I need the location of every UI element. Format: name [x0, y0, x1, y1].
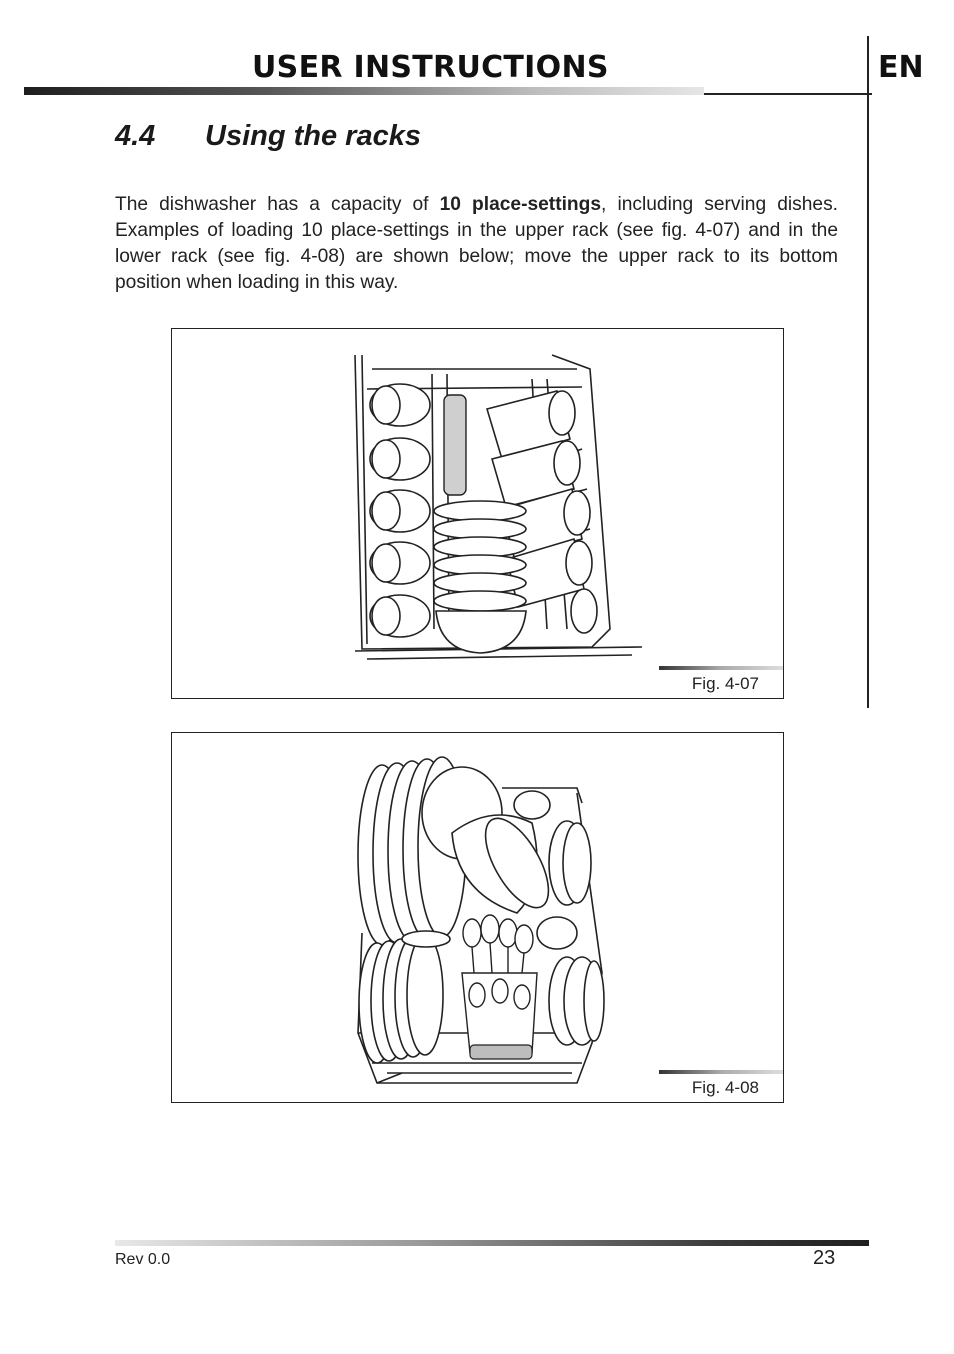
language-code: EN	[878, 50, 924, 85]
intro-text-end: , including serving dishes. Examples of loading 10 place-settings in the upper rack (see fig. 4-07) and in the lower rack (see fig. 4-08) are shown below; move the upper rack to its bottom position when loading in this way.	[115, 194, 838, 293]
page-vertical-rule	[867, 36, 869, 708]
capacity-emphasis: 10 place-settings	[439, 194, 602, 215]
figure-caption-rule	[659, 1070, 783, 1074]
section-heading	[115, 120, 421, 153]
figure-lower-rack	[171, 732, 784, 1103]
section-title: Using the racks	[205, 120, 421, 152]
upper-rack-illustration	[172, 329, 783, 698]
section-number: 4.4	[115, 120, 156, 152]
page-number: 23	[813, 1247, 836, 1269]
figure-caption: Fig. 4-07	[691, 674, 759, 693]
figure-caption: Fig. 4-08	[691, 1078, 759, 1097]
intro-paragraph	[115, 192, 838, 296]
lower-rack-illustration	[172, 733, 783, 1102]
header-rule-thin	[704, 93, 872, 95]
header-rule	[24, 87, 704, 95]
header-title: USER INSTRUCTIONS	[252, 50, 609, 85]
footer-rule	[115, 1240, 869, 1246]
figure-upper-rack	[171, 328, 784, 699]
revision-label: Rev 0.0	[115, 1251, 171, 1268]
figure-caption-rule	[659, 666, 783, 670]
intro-text-start: The dishwasher has a capacity of	[115, 194, 440, 215]
